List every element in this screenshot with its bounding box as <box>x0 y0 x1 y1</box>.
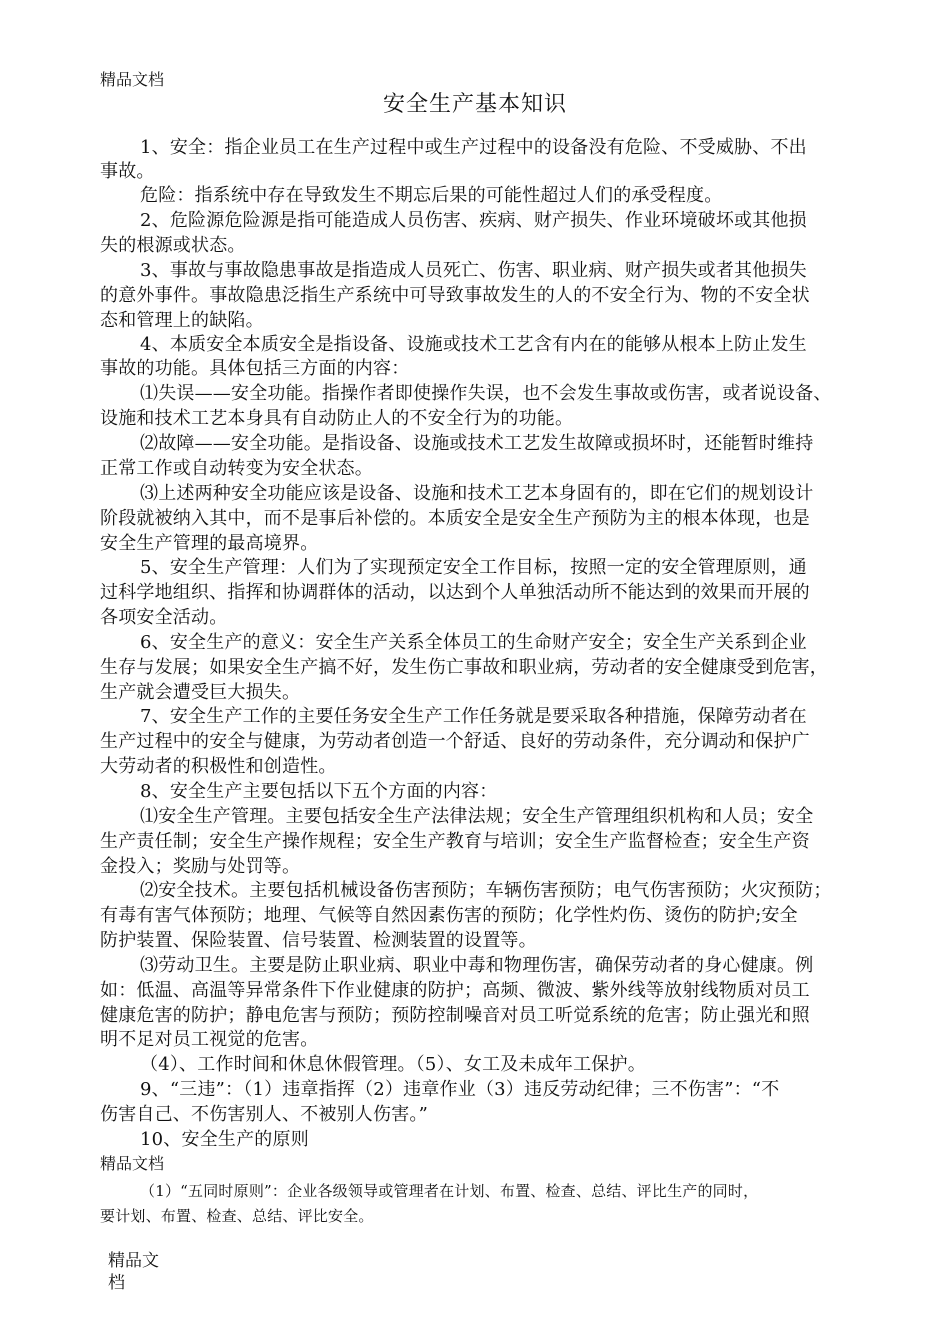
body-line: ⑴安全生产管理。主要包括安全生产法律法规；安全生产管理组织机构和人员；安全 <box>140 806 814 827</box>
body-line: （1）“五同时原则”：企业各级领导或管理者在计划、布置、检查、总结、评比生产的同时， <box>140 1182 759 1200</box>
body-line: 健康危害的防护；静电危害与预防；预防控制噪音对员工听觉系统的危害；防止强光和照 <box>100 1005 810 1026</box>
body-line: 金投入；奖励与处罚等。 <box>100 856 301 877</box>
document-title: 安全生产基本知识 <box>382 92 567 117</box>
header-watermark: 精品文档 <box>100 70 165 89</box>
body-line: 生产责任制；安全生产操作规程；安全生产教育与培训；安全生产监督检查；安全生产资 <box>100 831 810 852</box>
body-line: ⑶劳动卫生。主要是防止职业病、职业中毒和物理伤害，确保劳动者的身心健康。例 <box>140 955 814 976</box>
body-line: 生产过程中的安全与健康，为劳动者创造一个舒适、良好的劳动条件，充分调动和保护广 <box>100 731 810 752</box>
body-line: 明不足对员工视觉的危害。 <box>100 1029 319 1050</box>
body-line: 设施和技术工艺本身具有自动防止人的不安全行为的功能。 <box>100 408 574 429</box>
body-line: 如：低温、高温等异常条件下作业健康的防护；高频、微波、紫外线等放射线物质对员工 <box>100 980 810 1001</box>
body-line: 6、安全生产的意义：安全生产关系全体员工的生命财产安全；安全生产关系到企业 <box>140 632 807 653</box>
body-line: ⑶上述两种安全功能应该是设备、设施和技术工艺本身固有的，即在它们的规划设计 <box>140 483 814 504</box>
body-line: 阶段就被纳入其中，而不是事后补偿的。本质安全是安全生产预防为主的根本体现，也是 <box>100 508 810 529</box>
body-line: 正常工作或自动转变为安全状态。 <box>100 458 373 479</box>
body-line: 9、“三违”：（1）违章指挥（2）违章作业（3）违反劳动纪律；三不伤害”：“不 <box>140 1079 780 1100</box>
body-line: 大劳动者的积极性和创造性。 <box>100 756 337 777</box>
body-line: 失的根源或状态。 <box>100 235 246 256</box>
body-line: 的意外事件。事故隐患泛指生产系统中可导致事故发生的人的不安全行为、物的不安全状 <box>100 285 810 306</box>
body-line: ⑴失误——安全功能。指操作者即使操作失误，也不会发生事故或伤害，或者说设备、 <box>140 383 832 404</box>
footer-watermark: 精品文档 <box>108 1251 159 1293</box>
body-line: 防护装置、保险装置、信号装置、检测装置的设置等。 <box>100 930 537 951</box>
body-line: 过科学地组织、指挥和协调群体的活动，以达到个人单独活动所不能达到的效果而开展的 <box>100 582 810 603</box>
body-line: 8、安全生产主要包括以下五个方面的内容： <box>140 781 498 802</box>
body-line: 安全生产管理的最高境界。 <box>100 533 319 554</box>
body-line: 10、安全生产的原则 <box>140 1129 309 1150</box>
body-line: 事故。 <box>100 161 155 182</box>
mid-watermark: 精品文档 <box>100 1154 165 1173</box>
body-line: 5、安全生产管理：人们为了实现预定安全工作目标，按照一定的安全管理原则，通 <box>140 557 807 578</box>
body-line: 1、安全：指企业员工在生产过程中或生产过程中的设备没有危险、不受威胁、不出 <box>140 137 807 158</box>
body-line: 生产就会遭受巨大损失。 <box>100 682 301 703</box>
body-line: 要计划、布置、检查、总结、评比安全。 <box>100 1207 374 1225</box>
body-line: 事故的功能。具体包括三方面的内容： <box>100 358 410 379</box>
body-line: 态和管理上的缺陷。 <box>100 310 264 331</box>
body-line: 7、安全生产工作的主要任务安全生产工作任务就是要采取各种措施，保障劳动者在 <box>140 706 807 727</box>
body-line: 2、危险源危险源是指可能造成人员伤害、疾病、财产损失、作业环境破坏或其他损 <box>140 210 807 231</box>
body-line: 各项安全活动。 <box>100 607 228 628</box>
body-line: 有毒有害气体预防；地理、气候等自然因素伤害的预防；化学性灼伤、烫伤的防护;安全 <box>100 905 798 926</box>
body-line: 4、本质安全本质安全是指设备、设施或技术工艺含有内在的能够从根本上防止发生 <box>140 334 807 355</box>
body-line: ⑵安全技术。主要包括机械设备伤害预防；车辆伤害预防；电气伤害预防；火灾预防； <box>140 880 832 901</box>
body-line: ⑵故障——安全功能。是指设备、设施或技术工艺发生故障或损坏时，还能暂时维持 <box>140 433 814 454</box>
body-line: 危险：指系统中存在导致发生不期忘后果的可能性超过人们的承受程度。 <box>140 185 723 206</box>
body-line: 伤害自己、不伤害别人、不被别人伤害。” <box>100 1104 429 1125</box>
body-line: 生存与发展；如果安全生产搞不好，发生伤亡事故和职业病，劳动者的安全健康受到危害， <box>100 657 828 678</box>
body-line: 3、事故与事故隐患事故是指造成人员死亡、伤害、职业病、财产损失或者其他损失 <box>140 260 807 281</box>
body-line: （4）、工作时间和休息休假管理。（5）、女工及未成年工保护。 <box>140 1054 646 1075</box>
